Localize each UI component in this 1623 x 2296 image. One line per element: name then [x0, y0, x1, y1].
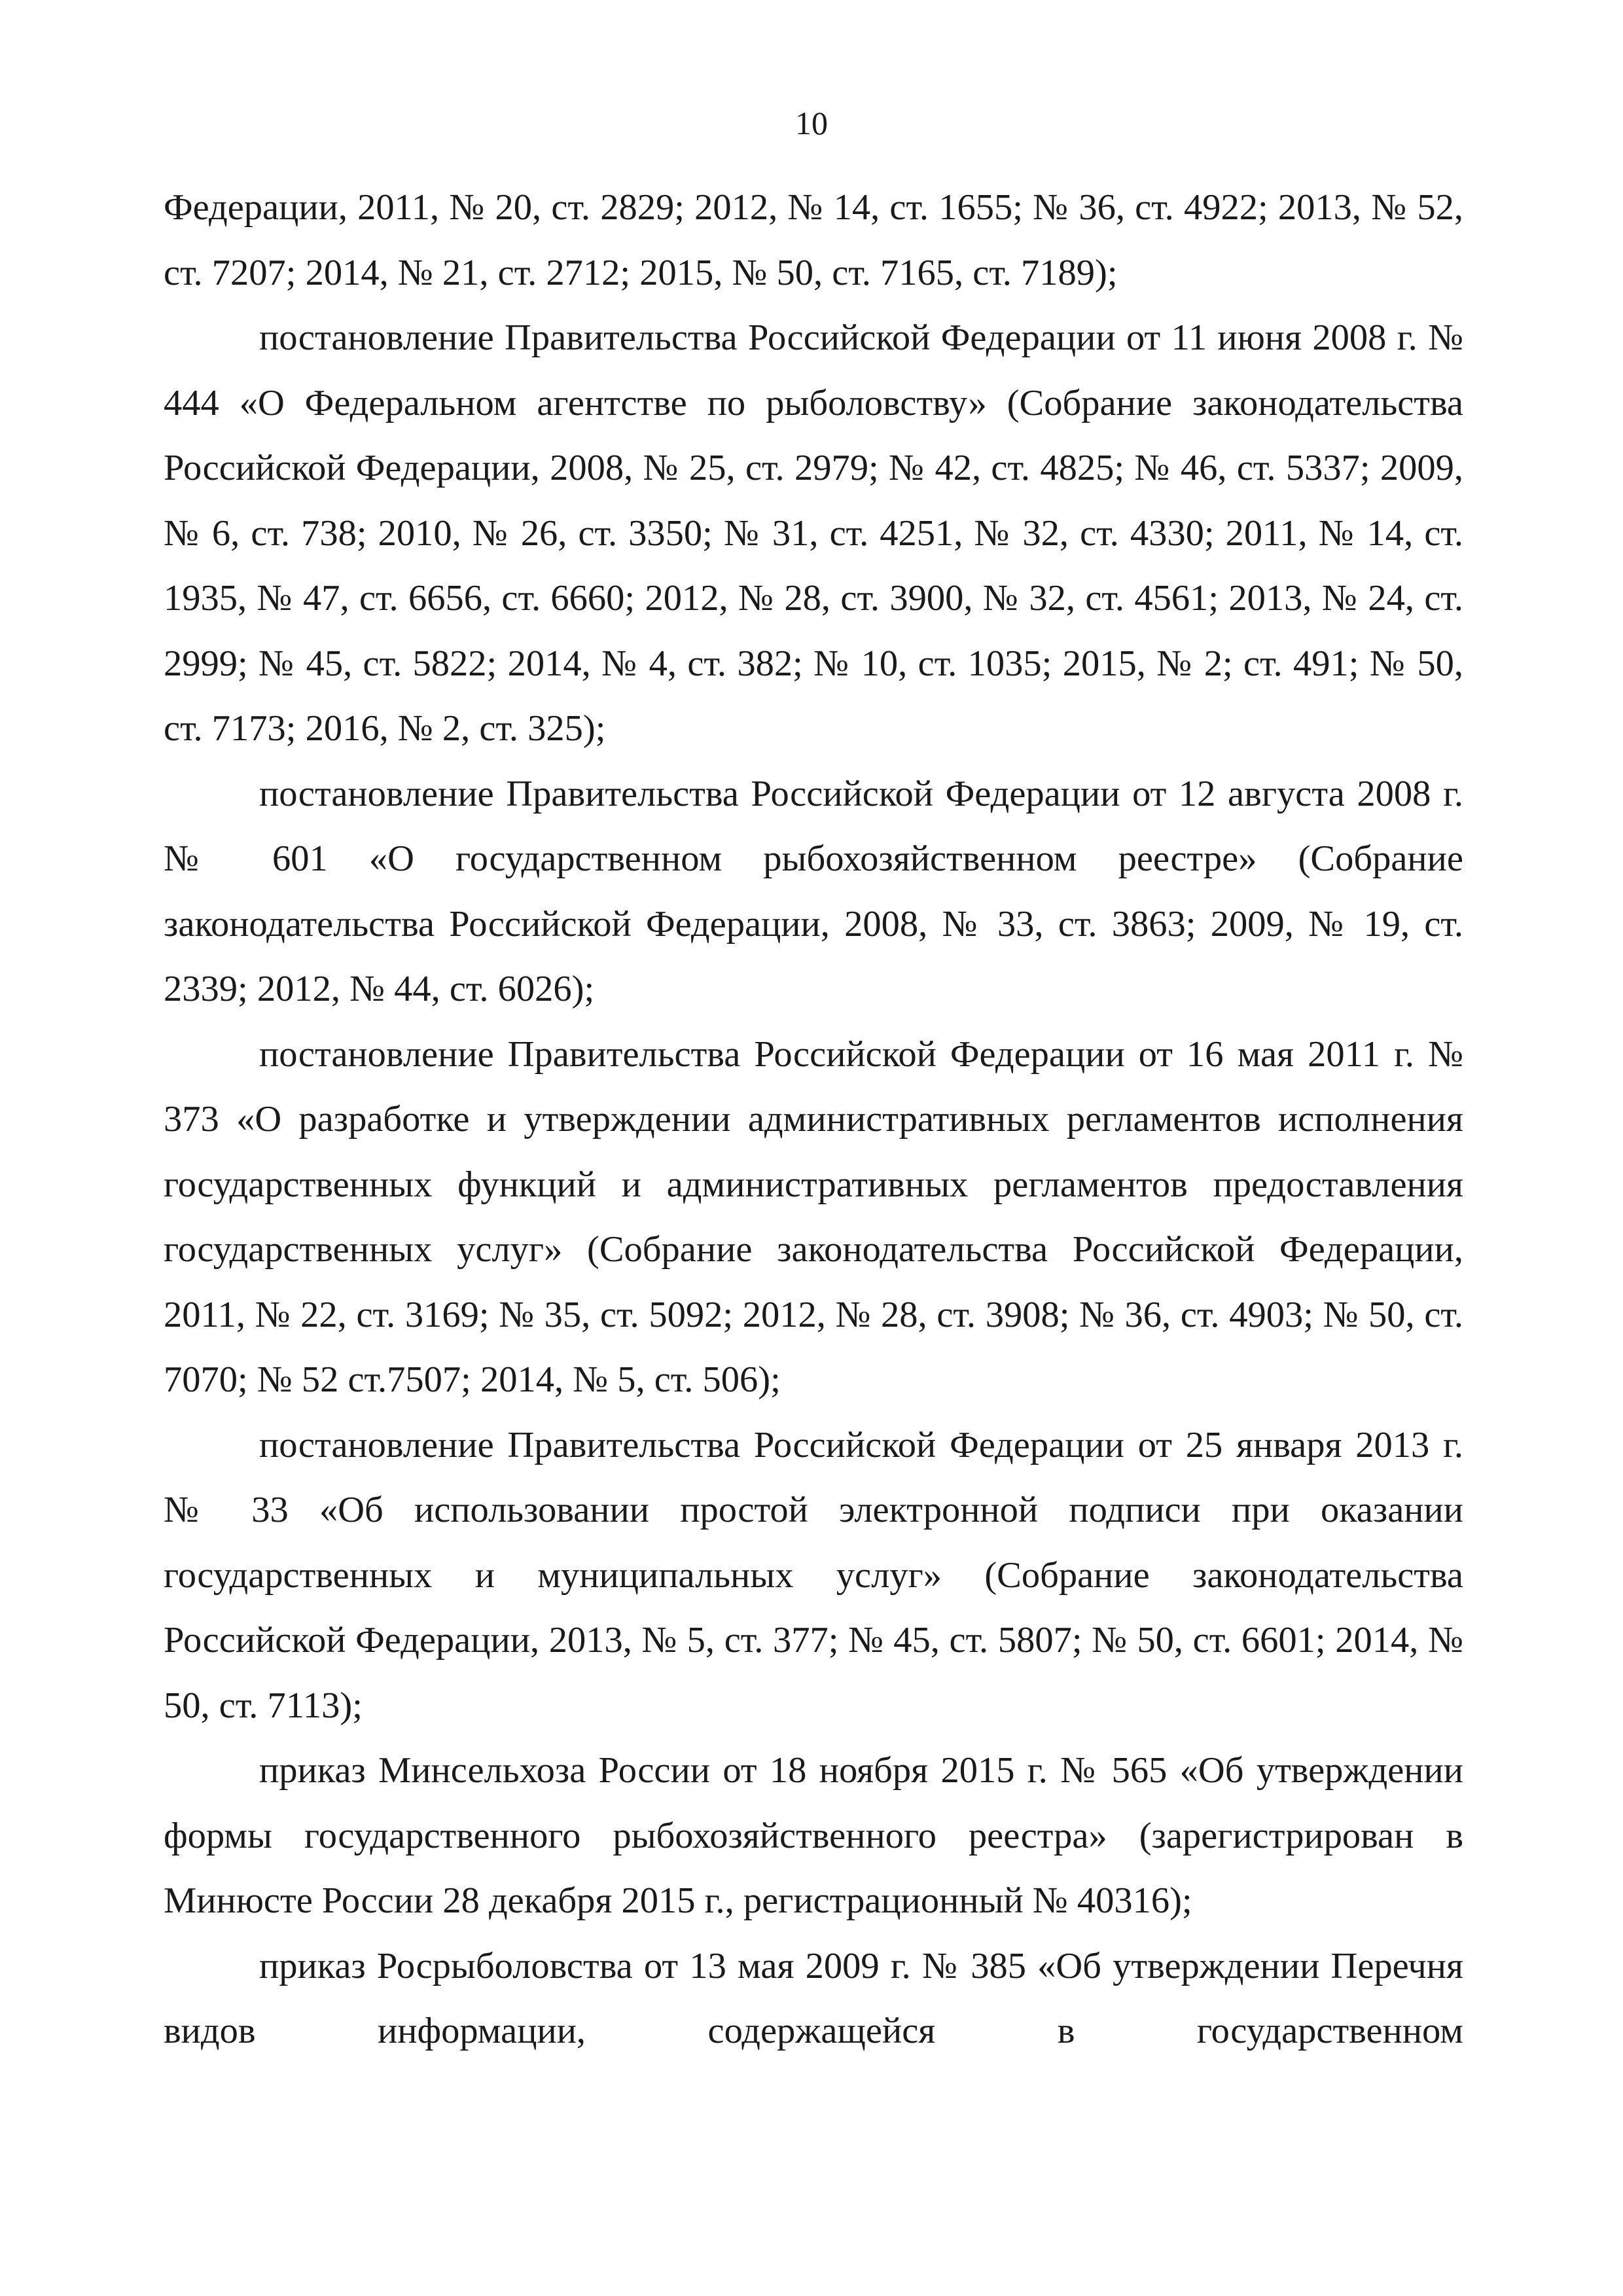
- paragraph-order-385: приказ Росрыболовства от 13 мая 2009 г. № 385 «Об утверждении Перечня видов информации, содержащейся в государственном: [164, 1945, 1463, 2051]
- paragraph-decree-601: постановление Правительства Российской Федерации от 12 августа 2008 г. № 601 «О государственном рыбохозяйственном реестре» (Собрание законодательства Российской Федерации, 2008, № 33, ст. 3863; 2009, № 19, ст. 2339; 2012, № 44, ст. 6026);: [164, 773, 1463, 1009]
- document-body: [164, 175, 1463, 2064]
- paragraph-order-565: приказ Минсельхоза России от 18 ноября 2015 г. № 565 «Об утверждении формы государственного рыбохозяйственного реестра» (зарегистрирован в Минюсте России 28 декабря 2015 г., регистрационный № 40316);: [164, 1750, 1463, 1921]
- page-number: 10: [795, 105, 828, 141]
- paragraph-decree-373: постановление Правительства Российской Федерации от 16 мая 2011 г. № 373 «О разработке и утверждении административных регламентов исполнения государственных функций и административных регламентов предоставления государственных услуг» (Собрание законодательства Российской Федерации, 2011, № 22, ст. 3169; № 35, ст. 5092; 2012, № 28, ст. 3908; № 36, ст. 4903; № 50, ст. 7070; № 52 ст.7507; 2014, № 5, ст. 506);: [164, 1033, 1463, 1400]
- paragraph-decree-33: постановление Правительства Российской Федерации от 25 января 2013 г. № 33 «Об использовании простой электронной подписи при оказании государственных и муниципальных услуг» (Собрание законодательства Российской Федерации, 2013, № 5, ст. 377; № 45, ст. 5807; № 50, ст. 6601; 2014, № 50, ст. 7113);: [164, 1424, 1463, 1726]
- paragraph-decree-444: постановление Правительства Российской Федерации от 11 июня 2008 г. № 444 «О Федеральном агентстве по рыболовству» (Собрание законодательства Российской Федерации, 2008, № 25, ст. 2979; № 42, ст. 4825; № 46, ст. 5337; 2009, № 6, ст. 738; 2010, № 26, ст. 3350; № 31, ст. 4251, № 32, ст. 4330; 2011, № 14, ст. 1935, № 47, ст. 6656, ст. 6660; 2012, № 28, ст. 3900, № 32, ст. 4561; 2013, № 24, ст. 2999; № 45, ст. 5822; 2014, № 4, ст. 382; № 10, ст. 1035; 2015, № 2; ст. 491; № 50, ст. 7173; 2016, № 2, ст. 325);: [164, 317, 1463, 749]
- paragraph-continuation: Федерации, 2011, № 20, ст. 2829; 2012, № 14, ст. 1655; № 36, ст. 4922; 2013, № 52, ст. 7207; 2014, № 21, ст. 2712; 2015, № 50, ст. 7165, ст. 7189);: [164, 187, 1463, 293]
